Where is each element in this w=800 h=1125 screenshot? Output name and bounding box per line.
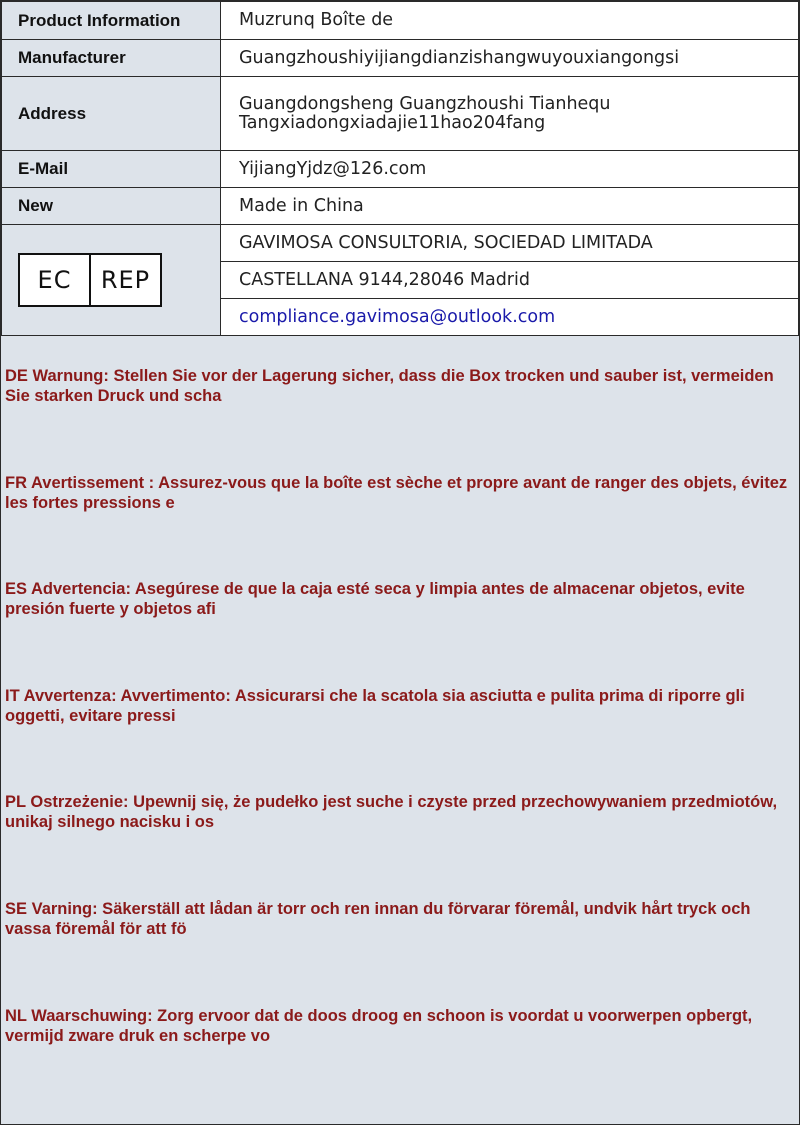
ec-rep-cell (2, 225, 221, 336)
address-value (221, 77, 799, 151)
rep-email-value: compliance.gavimosa@outlook.com (221, 299, 799, 336)
warning-pl: PL Ostrzeżenie: Upewnij się, że pudełko jest suche i czyste przed przechowywaniem przedmiotów, unikaj silnego nacisku i os (5, 793, 778, 831)
ec-rep-ec-text: EC (37, 266, 72, 294)
table-row (2, 2, 799, 40)
rep-address-value: CASTELLANA 9144,28046 Madrid (221, 262, 799, 299)
table-row (2, 151, 799, 188)
rep-name-value: GAVIMOSA CONSULTORIA, SOCIEDAD LIMITADA (221, 225, 799, 262)
address-line-1: Guangdongsheng Guangzhoushi Tianhequ (239, 93, 611, 114)
warning-se: SE Varning: Säkerställ att lådan är torr och ren innan du förvarar föremål, undvik hårt tryck och vassa föremål för att fö (5, 900, 751, 938)
warning-es: ES Advertencia: Asegúrese de que la caja esté seca y limpia antes de almacenar objetos, evite presión fuerte y objetos afi (5, 580, 745, 618)
product-info-value: Muzrunq Boîte de (221, 2, 799, 40)
ec-rep-rep-text: REP (89, 255, 160, 305)
ec-rep-symbol (18, 253, 162, 307)
new-label: New (2, 188, 221, 225)
table-row (2, 77, 799, 151)
product-info-table (1, 1, 799, 336)
warning-it: IT Avvertenza: Avvertimento: Assicurarsi che la scatola sia asciutta e pulita prima di riporre gli oggetti, evitare pressi (5, 687, 745, 725)
email-label: E-Mail (2, 151, 221, 188)
manufacturer-value: Guangzhoushiyijiangdianzishangwuyouxiangongsi (221, 40, 799, 77)
manufacturer-label: Manufacturer (2, 40, 221, 77)
warning-fr: FR Avertissement : Assurez-vous que la boîte est sèche et propre avant de ranger des objets, évitez les fortes pressions e (5, 474, 788, 512)
warning-de: DE Warnung: Stellen Sie vor der Lagerung sicher, dass die Box trocken und sauber ist, vermeiden Sie starken Druck und scha (5, 367, 774, 405)
email-value: YijiangYjdz@126.com (221, 151, 799, 188)
table-row (2, 40, 799, 77)
address-line-2: Tangxiadongxiadajie11hao204fang (239, 112, 546, 133)
table-row (2, 188, 799, 225)
address-label: Address (2, 77, 221, 151)
new-value: Made in China (221, 188, 799, 225)
table-row (2, 225, 799, 262)
product-info-label: Product Information (2, 2, 221, 40)
warning-nl: NL Waarschuwing: Zorg ervoor dat de doos droog en schoon is voordat u voorwerpen opbergt, vermijd zware druk en scherpe vo (5, 1007, 753, 1045)
